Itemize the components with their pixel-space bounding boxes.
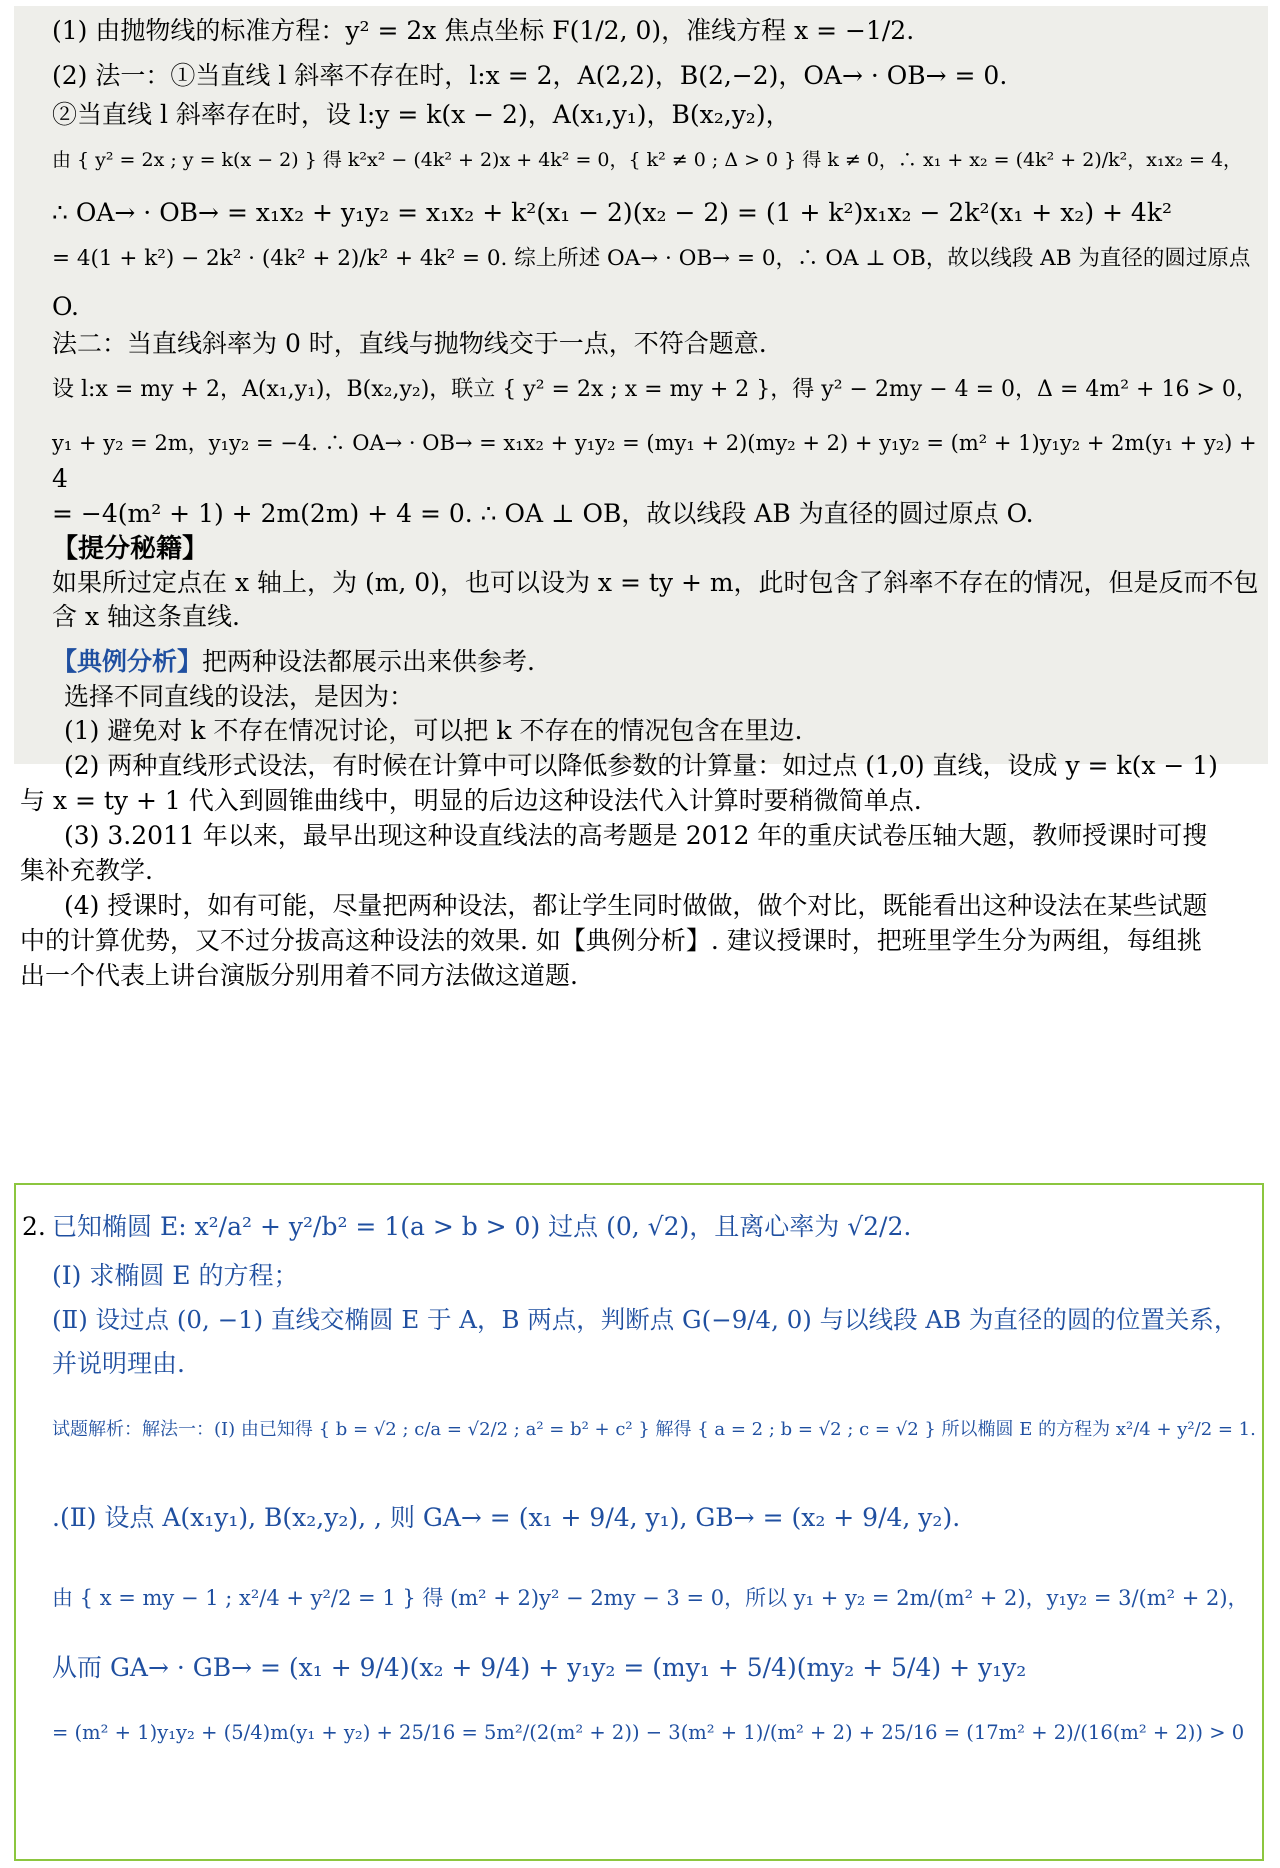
analysis-line: 与 x = ty + 1 代入到圆锥曲线中，明显的后边这种设法代入计算时要稍微简单点. — [20, 786, 922, 815]
solution-line: 4 — [52, 464, 68, 493]
solution-line: .(Ⅱ) 设点 A(x₁y₁), B(x₂,y₂), , 则 GA→ = (x₁ + 9/4, y₁), GB→ = (x₂ + 9/4, y₂). — [52, 1503, 961, 1532]
solution-line: 如果所过定点在 x 轴上，为 (m, 0)，也可以设为 x = ty + m，此时包含了斜率不存在的情况，但是反而不包 — [52, 568, 1259, 597]
problem-statement: 已知椭圆 E: x²/a² + y²/b² = 1(a > b > 0) 过点 (0, √2)，且离心率为 √2/2. — [52, 1212, 912, 1241]
problem-part-2: (Ⅱ) 设过点 (0, −1) 直线交椭圆 E 于 A，B 两点，判断点 G(−9/4, 0) 与以线段 AB 为直径的圆的位置关系， — [52, 1305, 1239, 1334]
analysis-line: (4) 授课时，如有可能，尽量把两种设法，都让学生同时做做，做个对比，既能看出这种设法在某些试题 — [64, 891, 1208, 920]
solution-line: 由 { y² = 2x ; y = k(x − 2) } 得 k²x² − (4k² + 2)x + 4k² = 0，{ k² ≠ 0 ; Δ > 0 } 得 k ≠ 0，∴ x₁ + x₂ = (4k² + 2)/k²，x₁x₂ = 4， — [52, 149, 1243, 171]
analysis-line: (2) 两种直线形式设法，有时候在计算中可以降低参数的计算量：如过点 (1,0) 直线，设成 y = k(x − 1) — [64, 751, 1218, 780]
analysis-line: 出一个代表上讲台演版分别用着不同方法做这道题. — [20, 961, 578, 990]
solution-line: 试题解析：解法一：(Ⅰ) 由已知得 { b = √2 ; c/a = √2/2 ; a² = b² + c² } 解得 { a = 2 ; b = √2 ; c = √2 } 所以椭圆 E 的方程为 x²/4 + y²/2 = 1. — [52, 1419, 1256, 1440]
solution-line: ②当直线 l 斜率存在时，设 l:y = k(x − 2)，A(x₁,y₁)，B(x₂,y₂)， — [52, 100, 791, 129]
analysis-heading-line — [52, 648, 535, 677]
problem-part-2-cont: 并说明理由. — [52, 1349, 185, 1378]
solution-line: (1) 由抛物线的标准方程：y² = 2x 焦点坐标 F(1/2, 0)，准线方程 x = −1/2. — [52, 16, 915, 45]
problem-part-1: (Ⅰ) 求椭圆 E 的方程； — [52, 1261, 299, 1290]
solution-line: 法二：当直线斜率为 0 时，直线与抛物线交于一点，不符合题意. — [52, 329, 767, 358]
solution-line: = 4(1 + k²) − 2k² · (4k² + 2)/k² + 4k² = 0. 综上所述 OA→ · OB→ = 0，∴ OA ⊥ OB，故以线段 AB 为直径的圆过原点 — [52, 246, 1251, 271]
solution-line: O. — [52, 292, 79, 321]
analysis-heading: 【典例分析】 — [52, 647, 203, 676]
solution-line: 设 l:x = my + 2，A(x₁,y₁)，B(x₂,y₂)，联立 { y² = 2x ; x = my + 2 }，得 y² − 2my − 4 = 0，Δ = 4m² + 16 > 0， — [52, 377, 1258, 402]
solution-line: = (m² + 1)y₁y₂ + (5/4)m(y₁ + y₂) + 25/16 = 5m²/(2(m² + 2)) − 3(m² + 1)/(m² + 2) + 25/16 = (17m² + 2)/(16(m² + 2)) > 0 — [52, 1721, 1245, 1744]
solution-line: y₁ + y₂ = 2m，y₁y₂ = −4. ∴ OA→ · OB→ = x₁x₂ + y₁y₂ = (my₁ + 2)(my₂ + 2) + y₁y₂ = (m² + 1)y₁y₂ + 2m(y₁ + y₂) + — [52, 431, 1257, 455]
solution-line: 由 { x = my − 1 ; x²/4 + y²/2 = 1 } 得 (m² + 2)y² − 2my − 3 = 0，所以 y₁ + y₂ = 2m/(m² + 2)，y₁y₂ = 3/(m² + 2)， — [52, 1586, 1249, 1610]
analysis-line: 集补充教学. — [20, 856, 153, 885]
tip-heading: 【提分秘籍】 — [52, 534, 209, 564]
solution-line: (2) 法一：①当直线 l 斜率不存在时，l:x = 2，A(2,2)，B(2,−2)，OA→ · OB→ = 0. — [52, 61, 1008, 90]
solution-line: = −4(m² + 1) + 2m(2m) + 4 = 0. ∴ OA ⊥ OB，故以线段 AB 为直径的圆过原点 O. — [52, 499, 1034, 528]
solution-line: 含 x 轴这条直线. — [52, 602, 240, 631]
analysis-line: 中的计算优势，又不过分拔高这种设法的效果. 如【典例分析】. 建议授课时，把班里学生分为两组，每组挑 — [20, 926, 1202, 955]
analysis-line: (1) 避免对 k 不存在情况讨论，可以把 k 不存在的情况包含在里边. — [64, 716, 803, 745]
analysis-line: (3) 3.2011 年以来，最早出现这种设直线法的高考题是 2012 年的重庆试卷压轴大题，教师授课时可搜 — [64, 821, 1208, 850]
solution-line: ∴ OA→ · OB→ = x₁x₂ + y₁y₂ = x₁x₂ + k²(x₁ − 2)(x₂ − 2) = (1 + k²)x₁x₂ − 2k²(x₁ + x₂) + 4k² — [52, 198, 1172, 227]
problem-number: 2. — [22, 1212, 46, 1241]
analysis-heading-rest: 把两种设法都展示出来供参考. — [202, 647, 535, 676]
analysis-line: 选择不同直线的设法，是因为： — [64, 682, 415, 711]
solution-line: 从而 GA→ · GB→ = (x₁ + 9/4)(x₂ + 9/4) + y₁y₂ = (my₁ + 5/4)(my₂ + 5/4) + y₁y₂ — [52, 1653, 1027, 1682]
